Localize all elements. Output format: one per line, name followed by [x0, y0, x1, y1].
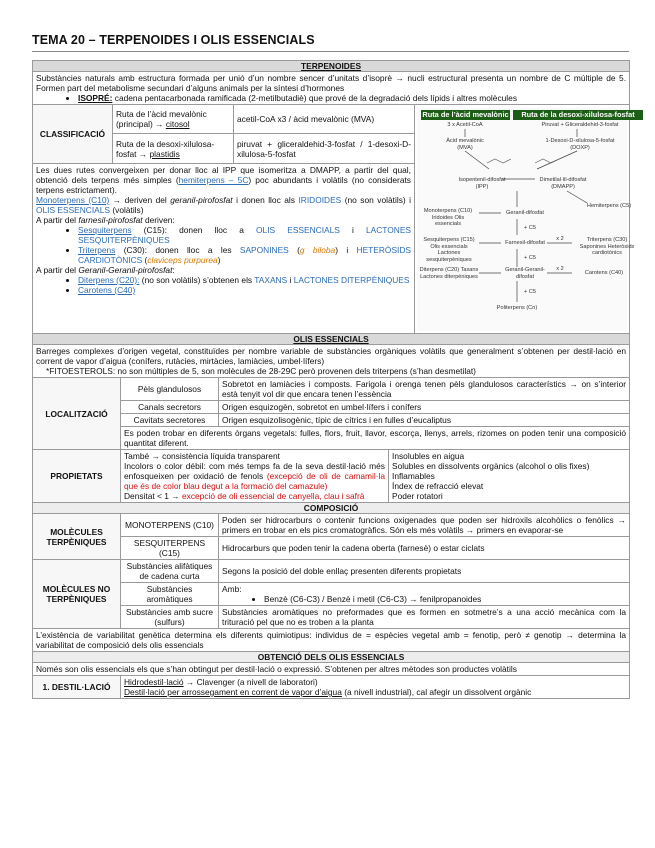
- scheme-header-mva: Ruta de l’àcid mevalònic: [422, 110, 509, 119]
- sulfurs-value: Substàncies aromàtiques no preformades que es formen en sotmetre’s a una acció mecànica com la trituració pel que no es troben a la planta: [219, 606, 630, 629]
- scheme-ipp: Isopentenil-difosfat (IPP): [458, 177, 506, 190]
- olis-table: [32, 333, 630, 699]
- rutes-geranil: A partir del Geranil-Geranil-pirofosfat:: [36, 264, 175, 275]
- variabilitat-note: L’existència de variabilitat genètica determina els diferents quimiotipus: individus de = espècies vegetal amb = fenotip, però ≠ genotip → determina la variabilitat de composició dels olis essencials: [33, 629, 630, 652]
- loc-note: Es poden trobar en diferents òrgans vegetals: fulles, flors, fruit, llavor, escorça, llenys, arrels, rizomes on poden tenir una composició quantitat diferent.: [121, 427, 630, 450]
- scheme-plus5-c: + C5: [524, 289, 536, 295]
- scheme-triterpens: Triterpens (C30) Saponines Heteròsids cardiotònics: [579, 237, 635, 257]
- localitzacio-label: LOCALITZACIÓ: [33, 378, 121, 450]
- rutes-triterpens: • Triterpens (C30): donen lloc a les SAPONINES (g biloba) i HETERÒSIDS CARDIOTÒNICS (claviceps purpurea): [78, 245, 411, 265]
- rutes-p1: Les dues rutes convergeixen per donar lloc al IPP que isomeritza a DMAPP, a partir del qual, obtenció dels terpens més simples (hemiterpens – 5C) poc abundants i volàtils (no considerats terpens estrictament).: [36, 164, 411, 195]
- scheme-hemiterpens: Hemiterpens (C5): [586, 203, 632, 209]
- loc-key-1: Canals secretors: [121, 401, 219, 414]
- moleculas-no-terpeniques-label: MOLÈCULES NO TERPÈNIQUES: [33, 560, 121, 629]
- scheme-fpp: Farnesil-difosfat: [505, 240, 545, 246]
- scheme-carotens: Carotens (C40): [584, 270, 624, 276]
- loc-value-1: Origen esquizogèn, sobretot en umbel·lífers i conífers: [219, 401, 630, 414]
- rutes-monoterpens: Monoterpens (C10) → deriven del geranil-pirofosfat i donen lloc als IRIDOIDES (no son volàtils) i OLIS ESSENCIALS (volàtils): [36, 194, 412, 215]
- alifatiques-key: Substàncies alifàtiques de cadena curta: [121, 560, 219, 583]
- biosynthesis-scheme-cell: [415, 105, 635, 334]
- rutes-farnesil: A partir del farnesil-pirofosfat deriven:: [36, 214, 175, 225]
- rutes-sesquiterpens: • Sesquiterpens (C15): donen lloc a OLIS ESSENCIALS i LACTONES SESQUITERPÈNIQUES: [78, 225, 411, 245]
- title-divider: [32, 51, 629, 52]
- sesquiterpens-key: SESQUITERPENS (C15): [121, 537, 219, 560]
- scheme-gpp: Geranil-difosfat: [506, 210, 544, 216]
- loc-key-0: Pèls glandulosos: [121, 378, 219, 401]
- rutes-carotens: • Carotens (C40): [78, 285, 411, 295]
- scheme-diterpens: Diterpens (C20) Taxans Lactones diterpèniques: [419, 267, 479, 280]
- scheme-ggpp: Geranil-Geranil-difosfat: [505, 267, 545, 280]
- loc-key-2: Cavitats secretores: [121, 414, 219, 427]
- isopre-item: • ISOPRÉ: cadena pentacarbonada ramificada (2-metilbutadiè) que prové de la degradació dels lípids i altres molècules: [78, 93, 626, 103]
- fitoesterols-note: *FITOESTEROLS: no son múltiples de 5, son molècules de 28-29C però provenen dels triterpens (s’han desmetilat): [46, 366, 476, 376]
- moleculas-terpeniques-label: MOLÈCULES TERPÈNIQUES: [33, 514, 121, 560]
- monoterpens-key: MONOTERPENS (C10): [121, 514, 219, 537]
- loc-value-0: Sobretot en lamiàcies i composts. Farigola i orenga tenen pèls glandulosos característics → on s’interior està tenyit vol dir que encara tenen l’essència: [219, 378, 630, 401]
- scheme-x2-b: x 2: [556, 266, 564, 272]
- ruta-dxp-name: Ruta de la desoxi-xilulosa-fosfat → plastidis: [113, 134, 234, 163]
- loc-value-2: Origen esquizolisogènic, típic de cítrics i en fulles d’eucaliptus: [219, 414, 630, 427]
- scheme-dxp: 1-Desoxi-D-xilulosa-5-fosfat (DOXP): [545, 138, 615, 151]
- propietats-right: Insolubles en aigua Solubles en dissolvents orgànics (alcohol o olis fixes) Inflamables Índex de refracció elevat Poder rotatori: [389, 450, 630, 503]
- scheme-acetil: 3 x Acetil-CoA: [447, 122, 483, 128]
- obtencio-heading: OBTENCIÓ DELS OLIS ESSENCIALS: [33, 652, 630, 663]
- scheme-header-dxp: Ruta de la desoxi-xilulosa-fosfat: [513, 110, 643, 120]
- biosynthesis-scheme: [417, 107, 635, 331]
- aromatiques-value: Amb: • Benzè (C6-C3) / Benzè i metil (C6-C3) → fenilpropanoides: [219, 583, 630, 606]
- destillacio-label: 1. DESTIL·LACIÓ: [33, 676, 121, 699]
- scheme-x2-a: x 2: [556, 236, 564, 242]
- propietats-label: PROPIETATS: [33, 450, 121, 503]
- ruta-mva-desc: acetil-CoA x3 / àcid mevalònic (MVA): [234, 105, 415, 134]
- composicio-heading: COMPOSICIÓ: [33, 503, 630, 514]
- olis-heading: OLIS ESSENCIALS: [33, 334, 630, 345]
- monoterpens-value: Poden ser hidrocarburs o contenir funcions oxigenades que poden ser hidroxils alcohòlics o fenòlics → primers en trobar en els pics cromatogràfics. Són els més volàtils → primers en evaporar-se: [219, 514, 630, 537]
- scheme-plus5-b: + C5: [524, 255, 536, 261]
- classificacio-label: CLASSIFICACIÓ: [33, 105, 113, 164]
- sulfurs-key: Substàncies amb sucre (sulfurs): [121, 606, 219, 629]
- olis-intro: Barreges complexes d’origen vegetal, constituïdes per nombre variable de substàncies orgàniques volàtils que generalment s’obtenen per destil·lació en corrent de vapor d’aigua (conífers, rutàcies, mirtàcies, lamiàcies, umbel·lífers) *FITOESTEROLS: no son múltiples de 5, son molècules de 28-29C però provenen dels triterpens (s’han desmetilat): [33, 345, 630, 378]
- page-title: TEMA 20 – TERPENOIDES I OLIS ESSENCIALS: [32, 33, 315, 47]
- ruta-mva-name: Ruta de l’àcid mevalònic (principal) → citosol: [113, 105, 234, 134]
- alifatiques-value: Segons la posició del doble enllaç presenten diferents propietats: [219, 560, 630, 583]
- scheme-dmapp: Dimetilal·lil-difosfat (DMAPP): [539, 177, 587, 190]
- scheme-monoterpens: Monoterpens (C10) Iridoides Olis essencials: [423, 208, 473, 228]
- terpenoides-intro: Substàncies naturals amb estructura formada per unió d’un nombre sencer d’unitats d’isoprè → nucli estructural presenta un nombre de C múltiple de 5. Formen part del metabolisme secundari d’alguns animals per la síntesi d’hormones • ISOPRÉ: cadena pentacarbonada ramificada (2-metilbutadiè) que prové de la degradació dels lípids i altres molècules: [33, 72, 630, 105]
- rutes-text: [33, 163, 415, 333]
- scheme-mva: Àcid mevalònic (MVA): [446, 138, 484, 151]
- rutes-diterpens: • Diterpens (C20): (no son volàtils) s’obtenen els TAXANS i LACTONES DITERPÈNIQUES: [78, 275, 411, 285]
- scheme-sesquiterpens: Sesquiterpens (C15) Olis essencials Lactones sesquiterpèniques: [423, 237, 475, 263]
- propietats-left: També → consistència líquida transparent Incolors o color débil: com més temps fa de la seva destil·lació més enfosqueixen per oxidació de fenols (excepció de oli de camamil·la que és de color blau degut a la formació del camazule) Densitat < 1 → excepció de oli essencial de canyella, clau i safrà: [121, 450, 389, 503]
- obtencio-intro: Només son olis essencials els que s’han obtingut per destil·lació o expressió. S’obtenen per altres mètodes son productes volàtils: [33, 663, 630, 676]
- scheme-piruvat: Piruvat + Gliceraldehid-3-fosfat: [541, 122, 619, 128]
- ruta-dxp-desc: piruvat + gliceraldehid-3-fosfat / 1-desoxi-D-xilulosa-5-fosfat: [234, 134, 415, 163]
- scheme-plus5-a: + C5: [524, 225, 536, 231]
- document-body: [32, 60, 635, 699]
- aromatiques-key: Substàncies aromàtiques: [121, 583, 219, 606]
- sesquiterpens-value: Hidrocarburs que poden tenir la cadena oberta (farnesè) o estar ciclats: [219, 537, 630, 560]
- scheme-politerpens: Politerpens (Cn): [496, 305, 538, 311]
- terpenoides-heading: TERPENOIDES: [33, 61, 630, 72]
- destillacio-value: Hidrodestil·lació → Clavenger (a nivell de laboratori) Destil·lació per arrossegament en corrent de vapor d’aigua (a nivell industrial), cal afegir un dissolvent orgànic: [121, 676, 630, 699]
- terpenoides-table: [32, 60, 635, 334]
